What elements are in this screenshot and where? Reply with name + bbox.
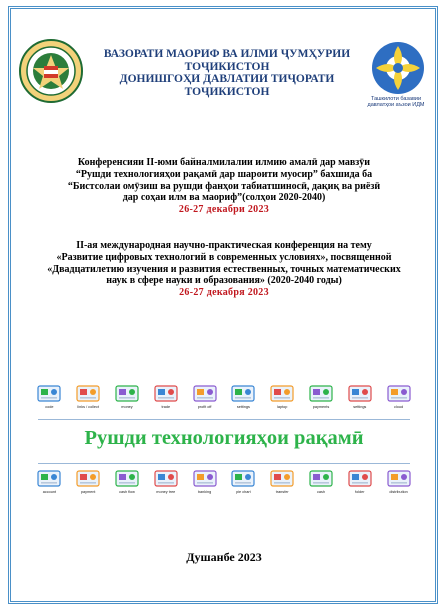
- bottom-icon-10: [384, 468, 414, 500]
- bottom-icon-label: money tree: [156, 490, 176, 494]
- city-year: Душанбе 2023: [186, 550, 262, 564]
- bottom-icon-6: [228, 468, 258, 500]
- top-icon-label: money: [121, 405, 133, 409]
- bottom-connector-line: [38, 463, 410, 464]
- bottom-icon-label: payment: [80, 490, 96, 494]
- bottom-icon-4: [151, 468, 181, 500]
- bottom-icon-1: [34, 468, 64, 500]
- top-icon-label: code: [45, 405, 54, 409]
- tajik-conference-block: [30, 157, 418, 216]
- top-icon-8: [306, 383, 336, 415]
- bottom-icon-label: folder: [355, 490, 365, 494]
- cis-logo-caption: [358, 96, 434, 108]
- top-icon-4: [151, 383, 181, 415]
- top-icon-label: payments: [312, 405, 330, 409]
- tajik-line-1: Конференсияи II-юми байналмилалии илмию амалӣ дар мавзӯи: [77, 157, 371, 168]
- tajik-date: 26-27 декабри 2023: [178, 204, 270, 216]
- top-icon-2: [73, 383, 103, 415]
- top-icon-3: [112, 383, 142, 415]
- top-icon-10: [384, 383, 414, 415]
- bottom-icon-label: pie chart: [236, 490, 251, 494]
- top-icon-6: [228, 383, 258, 415]
- bottom-icon-label: distribution: [389, 490, 408, 494]
- cis-caption-line-2: давлатҳои аъзои ИДМ: [367, 102, 425, 108]
- bottom-icon-label: account: [42, 490, 57, 494]
- bottom-icon-5: [190, 468, 220, 500]
- top-connector-line: [38, 419, 410, 420]
- bottom-icon-8: [306, 468, 336, 500]
- russian-line-3: «Двадцатилетию изучения и развития естественных, точных математических: [47, 263, 401, 275]
- russian-line-2: «Развитие цифровых технологий в современных условиях», посвященной: [56, 251, 392, 263]
- bottom-icon-9: [345, 468, 375, 500]
- university-emblem-icon: [18, 38, 84, 104]
- top-icon-label: cloud: [394, 405, 404, 409]
- bottom-icon-3: [112, 468, 142, 500]
- tajik-line-2: “Рушди технологияҳои рақамӣ дар шароити муосир” бахшида ба: [75, 168, 373, 180]
- header-line-1: ВАЗОРАТИ МАОРИФ ВА ИЛМИ ҶУМҲУРИИ: [103, 48, 351, 60]
- bottom-icon-row: [30, 468, 418, 500]
- cis-caption-line-1: Ташкилоти базавии: [370, 96, 422, 102]
- top-icon-label: laptop: [277, 405, 288, 409]
- top-icon-label: settings: [353, 405, 367, 409]
- russian-line-4: наук в сфере науки и образования» (2020-2040 годы): [106, 275, 342, 287]
- top-icon-9: [345, 383, 375, 415]
- header-line-2: ТОҶИКИСТОН: [184, 60, 270, 73]
- russian-line-1: II-ая международная научно-практическая конференция на тему: [76, 240, 372, 251]
- top-icon-label: links / collect: [77, 405, 99, 409]
- top-icon-7: [267, 383, 297, 415]
- top-icon-label: settings: [236, 405, 250, 409]
- header-line-3: ДОНИШГОҲИ ДАВЛАТИИ ТИҶОРАТИ: [119, 73, 335, 85]
- header: [12, 38, 436, 110]
- top-icon-1: [34, 383, 64, 415]
- bottom-icon-label: banking: [197, 490, 212, 494]
- russian-conference-block: [30, 240, 418, 299]
- bottom-icon-2: [73, 468, 103, 500]
- top-icon-label: trade: [161, 405, 171, 409]
- tajik-line-3: “Бистсолаи омӯзиш ва рушди фанҳои табиатшиносӣ, дақиқ ва риёзӣ: [67, 180, 381, 192]
- bottom-icon-label: cash flow: [119, 490, 135, 494]
- bottom-icon-label: cash: [316, 490, 326, 494]
- infographic-slogan: Рушди технологияҳои рақамӣ: [84, 427, 364, 449]
- top-icon-label: profit off: [197, 405, 212, 409]
- tajik-line-4: дар соҳаи илм ва маориф”(солҳои 2020-2040): [122, 192, 326, 204]
- cis-organization-logo-icon: [368, 38, 428, 98]
- header-line-4: ТОҶИКИСТОН: [184, 85, 270, 98]
- top-icon-5: [190, 383, 220, 415]
- bottom-icon-label: transfer: [275, 490, 289, 494]
- digital-tech-infographic: [30, 383, 418, 515]
- russian-date: 26-27 декабря 2023: [179, 287, 269, 299]
- bottom-icon-7: [267, 468, 297, 500]
- ministry-title: [82, 48, 372, 98]
- top-icon-row: [30, 383, 418, 415]
